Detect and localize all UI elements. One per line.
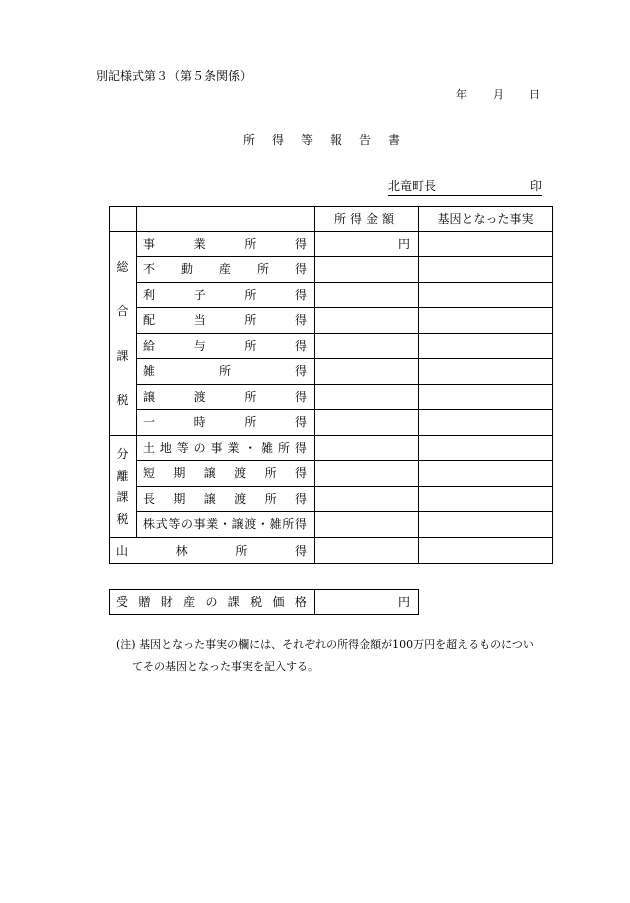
row-label-dividend-income: 配 当 所 得 — [143, 313, 307, 327]
header-basis-fact: 基因となった事実 — [437, 211, 534, 226]
row-label-land-business-income: 土 地 等 の 事 業 ・ 雑 所 得 — [143, 440, 307, 455]
row-label-forestry-income: 山 林 所 得 — [116, 543, 307, 558]
group-label-char: 合 — [116, 304, 129, 319]
form-reference: 別記様式第３（第５条関係） — [96, 69, 253, 83]
note — [116, 634, 576, 678]
group-label-char: 総 — [116, 260, 129, 275]
date-line — [456, 86, 540, 102]
group-label-char: 課 — [116, 490, 129, 505]
row-label-miscellaneous-income: 雑 所 得 — [143, 364, 307, 378]
row-label-transfer-income: 譲 渡 所 得 — [143, 389, 307, 404]
group-label-char: 離 — [116, 468, 129, 483]
recipient-line — [388, 177, 542, 194]
header-income-amount: 所得金額 — [333, 211, 398, 226]
date-day-label: 日 — [529, 88, 540, 101]
note-line-2: てその基因となった事実を記入する。 — [132, 660, 319, 673]
gift-yen-unit: 円 — [397, 595, 410, 609]
income-yen-unit: 円 — [397, 236, 410, 251]
row-label-short-term-transfer-income: 短 期 譲 渡 所 得 — [143, 466, 307, 480]
group-label-comprehensive — [109, 231, 136, 435]
row-label-stock-income: 株 式 等 の 事 業 ・ 譲 渡 ・ 雑 所 得 — [143, 517, 307, 531]
group-label-char: 課 — [116, 348, 129, 363]
row-label-interest-income: 利 子 所 得 — [143, 287, 307, 302]
recipient-underline — [388, 195, 542, 196]
row-label-occasional-income: 一 時 所 得 — [143, 415, 307, 429]
seal-mark: 印 — [529, 179, 542, 193]
row-label-long-term-transfer-income: 長 期 譲 渡 所 得 — [143, 491, 307, 506]
group-label-char: 税 — [116, 392, 129, 407]
gift-property-label: 受 贈 財 産 の 課 税 価 格 — [116, 595, 307, 609]
row-label-business-income: 事 業 所 得 — [143, 236, 307, 251]
document-title: 所得等報告書 — [243, 133, 418, 147]
group-label-separate — [109, 445, 136, 527]
recipient-name: 北竜町長 — [388, 179, 437, 193]
row-label-salary-income: 給 与 所 得 — [143, 338, 307, 353]
row-label-real-estate-income: 不 動 産 所 得 — [143, 262, 307, 276]
group-label-char: 分 — [116, 447, 129, 461]
date-year-label: 年 — [456, 88, 467, 101]
group-label-char: 税 — [116, 511, 129, 526]
note-line-1: (注) 基因となった事実の欄には、それぞれの所得金額が100万円を超えるものについ — [116, 638, 534, 651]
date-month-label: 月 — [493, 88, 504, 101]
